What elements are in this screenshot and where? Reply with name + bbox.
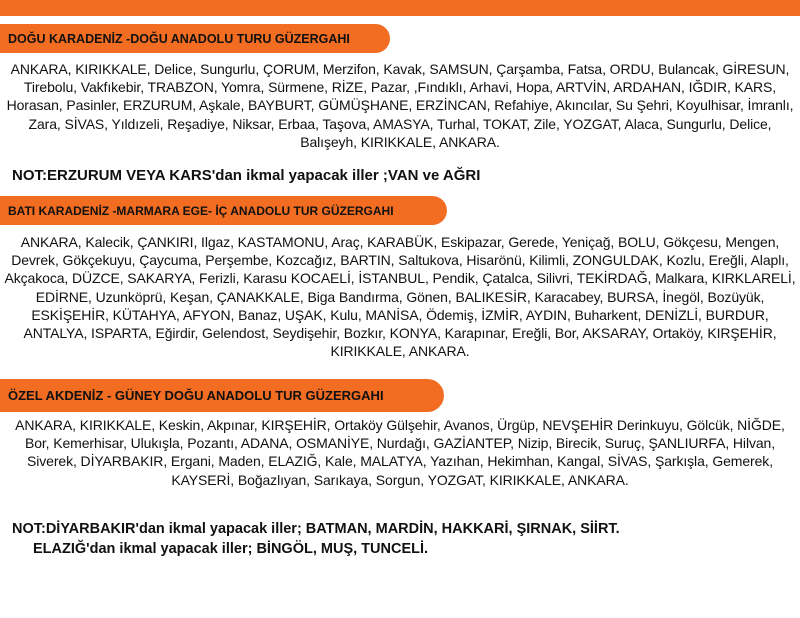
section-title-text: BATI KARADENİZ -MARMARA EGE- İÇ ANADOLU TUR GÜZERGAHI bbox=[8, 203, 394, 218]
route-dogu-karadeniz: ANKARA, KIRIKKALE, Delice, Sungurlu, ÇORUM, Merzifon, Kavak, SAMSUN, Çarşamba, Fatsa, ORDU, Bulancak, GİRESUN, Tirebolu, Vakfıkebir, TRABZON, Yomra, Sürmene, RİZE, Pazar, ,Fındıklı, Arhavi, Hopa, ARTVİN, ARDAHAN, IĞDIR, KARS, Horasan, Pasinler, ERZURUM, Aşkale, BAYBURT, GÜMÜŞHANE, ERZİNCAN, Refahiye, Akıncılar, Su Şehri, Koyulhisar, İmranlı, Zara, SİVAS, Yıldızeli, Reşadiye, Niksar, Erbaa, Taşova, AMASYA, Turhal, TOKAT, Zile, YOZGAT, Alaca, Sungurlu, Delice, Balışeyh, KIRIKKALE, ANKARA. bbox=[6, 61, 794, 150]
note-elazig: ELAZIĞ'dan ikmal yapacak iller; BİNGÖL, MUŞ, TUNCELİ. bbox=[33, 541, 429, 557]
route-ozel-akdeniz: ANKARA, KIRIKKALE, Keskin, Akpınar, KIRŞEHİR, Ortaköy Gülşehir, Avanos, Ürgüp, NEVŞEHİR Derinkuyu, Gölcük, NİĞDE, Bor, Kemerhisar, Ulukışla, Pozantı, ADANA, OSMANİYE, Nurdağı, GAZİANTEP, Nizip, Birecik, Suruç, ŞANLIURFA, Hilvan, Siverek, DİYARBAKIR, Ergani, Maden, ELAZIĞ, Kale, MALATYA, Yazıhan, Hekimhan, Kangal, SİVAS, Şarkışla, Gemerek, KAYSERİ, Boğazlıyan, Sarıkaya, Sorgun, YOZGAT, KIRIKKALE, ANKARA. bbox=[15, 417, 785, 488]
section-title-ozel-akdeniz bbox=[0, 379, 444, 412]
section-title-text: DOĞU KARADENİZ -DOĞU ANADOLU TURU GÜZERGAHI bbox=[8, 31, 350, 46]
section-title-dogu-karadeniz bbox=[0, 24, 390, 53]
note-diyarbakir: NOT:DİYARBAKIR'dan ikmal yapacak iller; BATMAN, MARDİN, HAKKARİ, ŞIRNAK, SİİRT. bbox=[12, 521, 620, 537]
section-title-text: ÖZEL AKDENİZ - GÜNEY DOĞU ANADOLU TUR GÜZERGAHI bbox=[8, 388, 384, 403]
route-bati-karadeniz: ANKARA, Kalecik, ÇANKIRI, Ilgaz, KASTAMONU, Araç, KARABÜK, Eskipazar, Gerede, Yeniçağ, BOLU, Gökçesu, Mengen, Devrek, Gökçekuyu, Çaycuma, Perşembe, Kozcağız, BARTIN, Saltukova, Hisarönü, Kilimli, ZONGULDAK, Kozlu, Ereğli, Alaplı, Akçakoca, DÜZCE, SAKARYA, Ferizli, Karasu KOCAELİ, İSTANBUL, Pendik, Çatalca, Silivri, TEKİRDAĞ, Malkara, KIRKLARELİ, EDİRNE, Uzunköprü, Keşan, ÇANAKKALE, Biga Bandırma, Gönen, BALIKESİR, Karacabey, BURSA, İnegöl, Bozüyük, ESKİŞEHİR, KÜTAHYA, AFYON, Banaz, UŞAK, Kulu, MANİSA, Ödemiş, İZMİR, AYDIN, Buharkent, DENİZLİ, BURDUR, ANTALYA, ISPARTA, Eğirdir, Gelendost, Seydişehir, Bozkır, KONYA, Karapınar, Ereğli, Bor, AKSARAY, Ortaköy, KIRŞEHİR, KIRIKKALE, ANKARA. bbox=[4, 234, 796, 360]
top-accent-bar bbox=[0, 0, 800, 16]
section-title-bati-karadeniz bbox=[0, 196, 447, 225]
note-erzurum-kars: NOT:ERZURUM VEYA KARS'dan ikmal yapacak iller ;VAN ve AĞRI bbox=[12, 167, 481, 184]
